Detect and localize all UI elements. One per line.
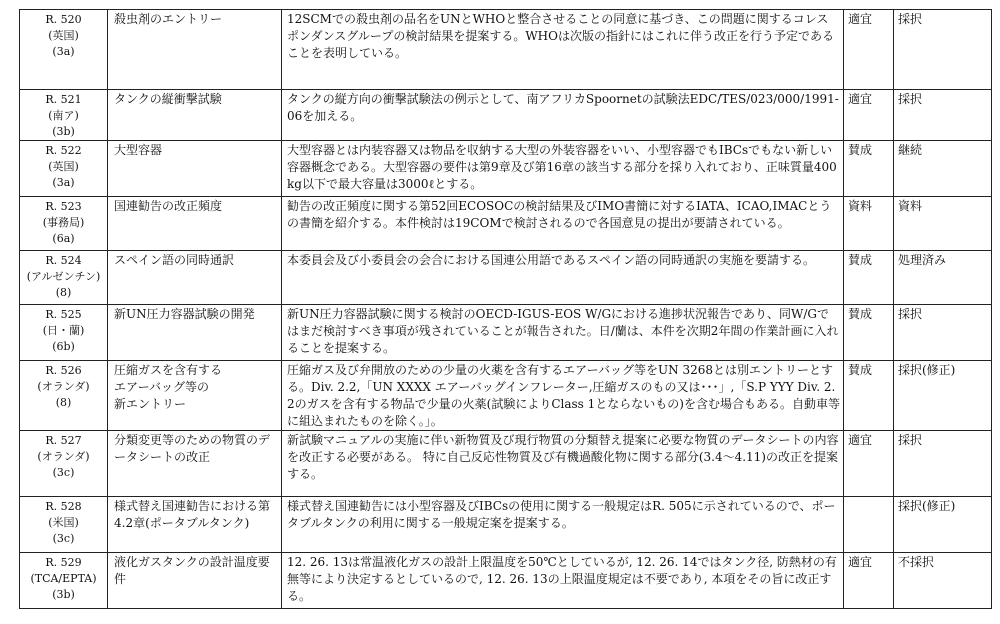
proposal-opinion: 資料 bbox=[844, 197, 894, 251]
proposal-summary: タンクの縦方向の衝撃試験法の例示として、南アフリカSpoornetの試験法EDC/TES/023/000/1991-06を加える。 bbox=[282, 90, 844, 141]
proposal-result: 採択 bbox=[894, 90, 992, 141]
proposal-opinion: 適宜 bbox=[844, 431, 894, 497]
proposal-summary: 12SCMでの殺虫剤の品名をUNとWHOと整合させることの同意に基づき、この問題に関するコレスポンダンスグループの検討結果を提案する。WHOは次版の指針にはこれに伴う改正を行う予定であることを表明している。 bbox=[282, 10, 844, 90]
proposal-opinion: 賛成 bbox=[844, 141, 894, 197]
table-row bbox=[20, 431, 992, 497]
proposal-opinion: 賛成 bbox=[844, 251, 894, 305]
proposal-opinion: 賛成 bbox=[844, 305, 894, 361]
proposal-title: スペイン語の同時通訳 bbox=[108, 251, 282, 305]
proposal-number: R. 520 (英国) (3a) bbox=[20, 10, 108, 90]
table-row bbox=[20, 251, 992, 305]
proposal-opinion bbox=[844, 497, 894, 553]
proposal-result: 処理済み bbox=[894, 251, 992, 305]
proposal-result: 継続 bbox=[894, 141, 992, 197]
proposal-title: 大型容器 bbox=[108, 141, 282, 197]
proposal-table bbox=[19, 9, 992, 609]
proposal-result: 採択 bbox=[894, 431, 992, 497]
proposal-number: R. 523 (事務局) (6a) bbox=[20, 197, 108, 251]
table-row bbox=[20, 305, 992, 361]
proposal-number: R. 526 (オランダ) (8) bbox=[20, 361, 108, 431]
proposal-number: R. 522 (英国) (3a) bbox=[20, 141, 108, 197]
proposal-summary: 大型容器とは内装容器又は物品を収納する大型の外装容器をいい、小型容器でもIBCsでもない新しい容器概念である。大型容器の要件は第9章及び第16章の該当する部分を採り入れており、正味質量400kg以下で最大容量は3000ℓとする。 bbox=[282, 141, 844, 197]
proposal-summary: 新UN圧力容器試験に関する検討のOECD-IGUS-EOS W/Gにおける進捗状況報告であり、同W/Gではまだ検討すべき事項が残されていることが報告された。日/蘭は、本件を次期2年間の作業計画に入れることを提案する。 bbox=[282, 305, 844, 361]
proposal-result: 採択(修正) bbox=[894, 361, 992, 431]
proposal-opinion: 適宜 bbox=[844, 90, 894, 141]
proposal-result: 採択 bbox=[894, 10, 992, 90]
proposal-title: 殺虫剤のエントリー bbox=[108, 10, 282, 90]
proposal-opinion: 適宜 bbox=[844, 10, 894, 90]
table-row bbox=[20, 553, 992, 609]
proposal-number: R. 521 (南ア) (3b) bbox=[20, 90, 108, 141]
table-row bbox=[20, 497, 992, 553]
proposal-summary: 圧縮ガス及び弁開放のための少量の火薬を含有するエアーバッグ等をUN 3268とは別エントリーとする。Div. 2.2,「UN XXXX エアーバッグインフレーター,圧縮ガスのもの又は･･･」,「S.P YYY Div. 2.2のガスを含有する物品で少量の火薬(試験によりClass 1とならないもの)を含む場合もある。自動車等に組込まれたものを除く。」。 bbox=[282, 361, 844, 431]
proposal-opinion: 適宜 bbox=[844, 553, 894, 609]
document-page bbox=[19, 9, 991, 609]
table-row bbox=[20, 10, 992, 90]
proposal-title: 国連勧告の改正頻度 bbox=[108, 197, 282, 251]
proposal-summary: 新試験マニュアルの実施に伴い新物質及び現行物質の分類替え提案に必要な物質のデータシートの内容を改正する必要がある。 特に自己反応性物質及び有機過酸化物に関する部分(3.4～4.11)の改正を提案する。 bbox=[282, 431, 844, 497]
proposal-title: 分類変更等のための物質のデータシートの改正 bbox=[108, 431, 282, 497]
proposal-number: R. 528 (米国) (3c) bbox=[20, 497, 108, 553]
proposal-result: 資料 bbox=[894, 197, 992, 251]
proposal-summary: 12. 26. 13は常温液化ガスの設計上限温度を50℃としているが, 12. 26. 14ではタンク径, 防熱材の有無等により決定するとしているので, 12. 26. 13の上限温度規定は不要であり, 本項をその旨に改正する。 bbox=[282, 553, 844, 609]
proposal-number: R. 527 (オランダ) (3c) bbox=[20, 431, 108, 497]
proposal-opinion: 賛成 bbox=[844, 361, 894, 431]
proposal-result: 不採択 bbox=[894, 553, 992, 609]
proposal-result: 採択 bbox=[894, 305, 992, 361]
proposal-title: 新UN圧力容器試験の開発 bbox=[108, 305, 282, 361]
proposal-number: R. 525 (日・蘭) (6b) bbox=[20, 305, 108, 361]
table-row bbox=[20, 197, 992, 251]
table-row bbox=[20, 141, 992, 197]
proposal-summary: 勧告の改正頻度に関する第52回ECOSOCの検討結果及びIMO書簡に対するIATA、ICAO,IMACとうの書簡を紹介する。本件検討は19COMで検討されるので各国意見の提出が要請されている。 bbox=[282, 197, 844, 251]
proposal-title: 液化ガスタンクの設計温度要件 bbox=[108, 553, 282, 609]
proposal-summary: 様式替え国連勧告には小型容器及びIBCsの使用に関する一般規定はR. 505に示されているので、ポータブルタンクの利用に関する一般規定案を提案する。 bbox=[282, 497, 844, 553]
proposal-number: R. 529 (TCA/EPTA) (3b) bbox=[20, 553, 108, 609]
table-row bbox=[20, 361, 992, 431]
proposal-title: 圧縮ガスを含有する エアーバッグ等の 新エントリー bbox=[108, 361, 282, 431]
table-row bbox=[20, 90, 992, 141]
proposal-result: 採択(修正) bbox=[894, 497, 992, 553]
proposal-title: 様式替え国連勧告における第4.2章(ポータブルタンク) bbox=[108, 497, 282, 553]
proposal-number: R. 524 (アルゼンチン) (8) bbox=[20, 251, 108, 305]
proposal-title: タンクの縦衝撃試験 bbox=[108, 90, 282, 141]
proposal-summary: 本委員会及び小委員会の会合における国連公用語であるスペイン語の同時通訳の実施を要請する。 bbox=[282, 251, 844, 305]
